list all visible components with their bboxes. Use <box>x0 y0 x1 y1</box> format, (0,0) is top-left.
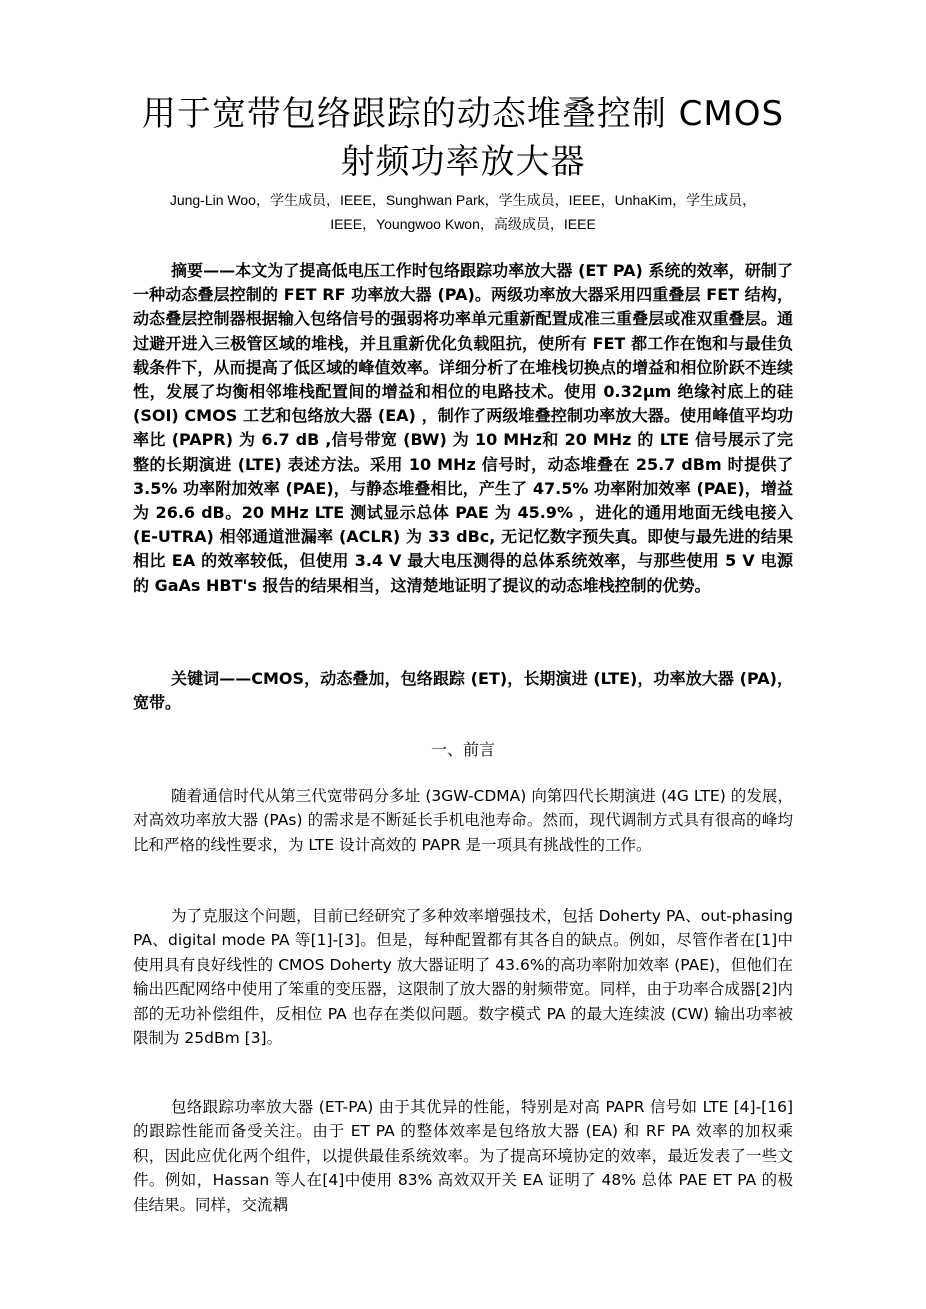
section-heading: 一、前言 <box>430 740 495 759</box>
author-line-1: Jung-Lin Woo，学生成员，IEEE，Sunghwan Park，学生成员，IEEE，UnhaKim，学生成员， <box>169 192 757 208</box>
body-paragraph: 随着通信时代从第三代宽带码分多址 (3GW-CDMA) 向第四代长期演进 (4G LTE) 的发展，对高效功率放大器 (PAs) 的需求是不断延长手机电池寿命。然而，现代调制方式具有很高的峰均比和严格的线性要求，为 LTE 设计高效的 PAPR 是一项具有挑战性的工作。 <box>133 787 793 854</box>
title-line-1: 用于宽带包络跟踪的动态堆叠控制 CMOS <box>141 94 785 134</box>
paper-title <box>0 90 926 186</box>
body-paragraph: 为了克服这个问题，目前已经研究了多种效率增强技术，包括 Doherty PA、out-phasing PA、digital mode PA 等[1]-[3]。但是，每种配置都有其各自的缺点。例如，尽管作者在[1]中使用具有良好线性的 CMOS Doherty 放大器证明了 43.6%的高功率附加效率 (PAE)，但他们在输出匹配网络中使用了笨重的变压器，这限制了放大器的射频带宽。同样，由于功率合成器[2]内部的无功补偿组件，反相位 PA 也存在类似问题。数字模式 PA 的最大连续波 (CW) 输出功率被限制为 25dBm [3]。 <box>133 907 793 1048</box>
abstract-paragraph: 摘要——本文为了提高低电压工作时包络跟踪功率放大器 (ET PA) 系统的效率，研制了一种动态叠层控制的 FET RF 功率放大器 (PA)。两级功率放大器采用四重叠层 FET 结构，动态叠层控制器根据输入包络信号的强弱将功率单元重新配置成准三重叠层或准双重叠层。通过避开进入三极管区域的堆栈，并且重新优化负载阻抗，使所有 FET 都工作在饱和与最佳负载条件下，从而提高了低区域的峰值效率。详细分析了在堆栈切换点的增益和相位阶跃不连续性，发展了均衡相邻堆栈配置间的增益和相位的电路技术。使用 0.32µm 绝缘衬底上的硅 (SOI) CMOS 工艺和包络放大器 (EA) ，制作了两级堆叠控制功率放大器。使用峰值平均功率比 (PAPR) 为 6.7 dB ,信号带宽 (BW) 为 10 MHz和 20 MHz 的 LTE 信号展示了完整的长期演进 (LTE) 表述方法。采用 10 MHz 信号时，动态堆叠在 25.7 dBm 时提供了 3.5% 功率附加效率 (PAE)，与静态堆叠相比，产生了 47.5% 功率附加效率 (PAE)，增益为 26.6 dB。20 MHz LTE 测试显示总体 PAE 为 45.9% ，进化的通用地面无线电接入 (E-UTRA) 相邻通道泄漏率 (ACLR) 为 33 dBc, 无记忆数字预失真。即使与最先进的结果相比 EA 的效率较低，但使用 3.4 V 最大电压测得的总体系统效率，与那些使用 5 V 电源的 GaAs HBT's 报告的结果相当，这清楚地证明了提议的动态堆栈控制的优势。 <box>133 261 793 595</box>
title-line-2: 射频功率放大器 <box>340 142 586 182</box>
author-list <box>120 188 806 236</box>
author-line-2: IEEE，Youngwoo Kwon，高级成员，IEEE <box>330 216 596 232</box>
keywords-paragraph: 关键词——CMOS，动态叠加，包络跟踪 (ET)，长期演进 (LTE)，功率放大器 (PA)，宽带。 <box>133 669 793 713</box>
body-paragraph: 包络跟踪功率放大器 (ET-PA) 由于其优异的性能，特别是对高 PAPR 信号如 LTE [4]-[16]的跟踪性能而备受关注。由于 ET PA 的整体效率是包络放大器 (EA) 和 RF PA 效率的加权乘积，因此应优化两个组件，以提供最佳系统效率。为了提高环境协定的效率，最近发表了一些文件。例如，Hassan 等人在[4]中使用 83% 高效双开关 EA 证明了 48% 总体 PAE ET PA 的极佳结果。同样，交流耦 <box>133 1098 793 1214</box>
